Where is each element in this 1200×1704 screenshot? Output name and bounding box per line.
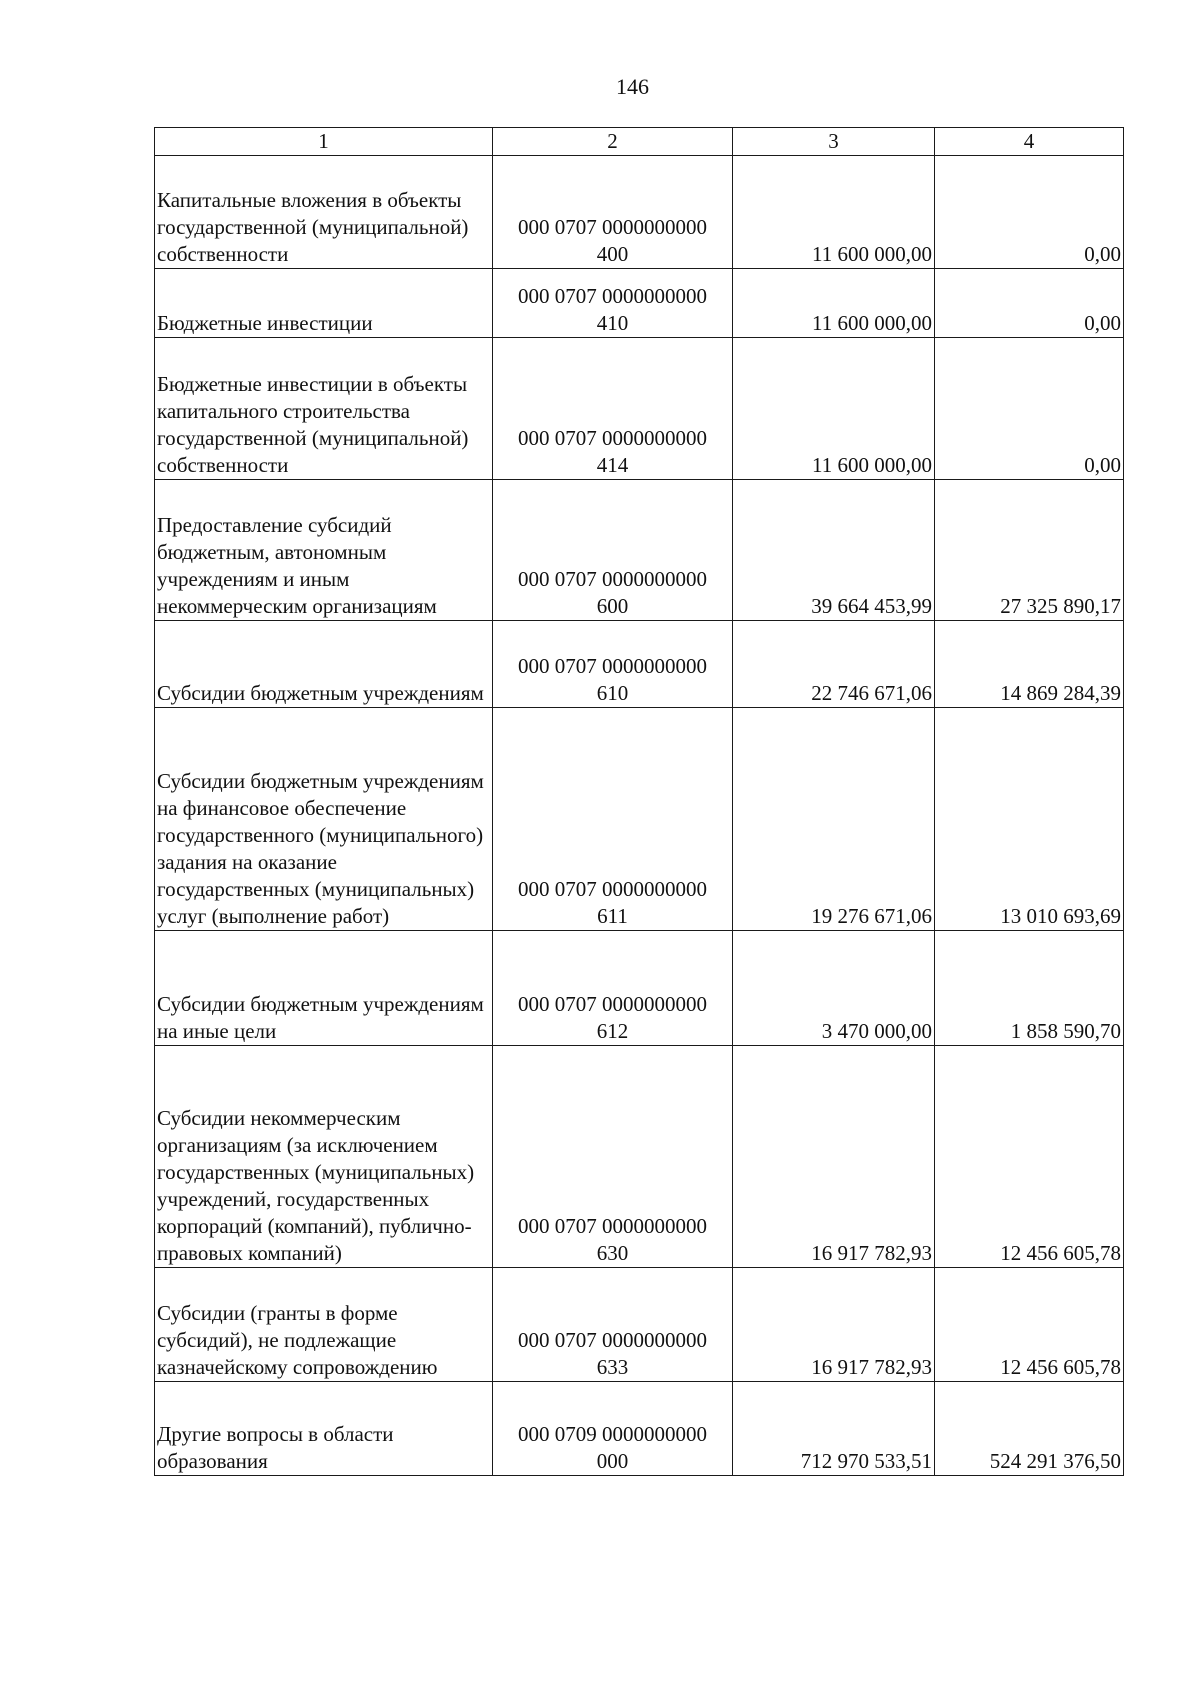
row-name: Бюджетные инвестиции в объекты капитального строительства государственной (муниципальной) собственности [155, 338, 493, 480]
table-row [155, 1268, 1124, 1382]
code-line-2: 612 [596, 1019, 629, 1043]
code-line-2: 400 [596, 242, 629, 266]
table-row [155, 621, 1124, 708]
row-value-col3: 16 917 782,93 [733, 1046, 935, 1268]
row-code [493, 1382, 733, 1476]
column-header-2: 2 [493, 128, 733, 156]
table-row [155, 1046, 1124, 1268]
row-code [493, 621, 733, 708]
table-row [155, 156, 1124, 269]
row-value-col3: 11 600 000,00 [733, 156, 935, 269]
header-row [155, 128, 1124, 156]
row-value-col3: 16 917 782,93 [733, 1268, 935, 1382]
row-name: Субсидии некоммерческим организациям (за исключением государственных (муниципальных) учреждений, государственных корпораций (компаний), публично-правовых компаний) [155, 1046, 493, 1268]
row-name: Субсидии бюджетным учреждениям [155, 621, 493, 708]
code-line-2: 600 [596, 594, 629, 618]
row-name: Субсидии бюджетным учреждениям на финансовое обеспечение государственного (муниципального) задания на оказание государственных (муниципальных) услуг (выполнение работ) [155, 708, 493, 931]
row-name: Другие вопросы в области образования [155, 1382, 493, 1476]
row-code [493, 269, 733, 338]
column-header-1: 1 [155, 128, 493, 156]
row-value-col4: 0,00 [935, 269, 1124, 338]
row-value-col3: 712 970 533,51 [733, 1382, 935, 1476]
table-row [155, 708, 1124, 931]
code-line-1: 000 0707 0000000000 [518, 567, 707, 591]
code-line-1: 000 0707 0000000000 [518, 1328, 707, 1352]
budget-table [154, 127, 1124, 1476]
row-value-col4: 27 325 890,17 [935, 480, 1124, 621]
row-code [493, 1268, 733, 1382]
row-value-col4: 0,00 [935, 338, 1124, 480]
row-name: Субсидии (гранты в форме субсидий), не подлежащие казначейскому сопровождению [155, 1268, 493, 1382]
table-row [155, 480, 1124, 621]
column-header-4: 4 [935, 128, 1124, 156]
code-line-2: 410 [596, 311, 629, 335]
code-line-1: 000 0707 0000000000 [518, 1214, 707, 1238]
code-line-1: 000 0707 0000000000 [518, 654, 707, 678]
row-code [493, 156, 733, 269]
row-code [493, 708, 733, 931]
code-line-2: 633 [596, 1355, 629, 1379]
row-code [493, 931, 733, 1046]
row-value-col4: 13 010 693,69 [935, 708, 1124, 931]
row-name: Бюджетные инвестиции [155, 269, 493, 338]
code-line-2: 000 [596, 1449, 629, 1473]
row-value-col3: 11 600 000,00 [733, 269, 935, 338]
code-line-2: 414 [596, 453, 629, 477]
code-line-1: 000 0707 0000000000 [518, 877, 707, 901]
row-name: Предоставление субсидий бюджетным, автономным учреждениям и иным некоммерческим организациям [155, 480, 493, 621]
code-line-1: 000 0707 0000000000 [518, 426, 707, 450]
row-value-col4: 524 291 376,50 [935, 1382, 1124, 1476]
row-value-col3: 11 600 000,00 [733, 338, 935, 480]
column-header-3: 3 [733, 128, 935, 156]
table-row [155, 931, 1124, 1046]
table-row [155, 269, 1124, 338]
row-value-col3: 3 470 000,00 [733, 931, 935, 1046]
row-code [493, 480, 733, 621]
code-line-1: 000 0709 0000000000 [518, 1422, 707, 1446]
table-row [155, 1382, 1124, 1476]
table-row [155, 338, 1124, 480]
page-number: 146 [616, 74, 649, 99]
code-line-2: 611 [597, 904, 628, 928]
code-line-1: 000 0707 0000000000 [518, 992, 707, 1016]
row-value-col4: 12 456 605,78 [935, 1046, 1124, 1268]
row-code [493, 338, 733, 480]
row-name: Капитальные вложения в объекты государственной (муниципальной) собственности [155, 156, 493, 269]
row-code [493, 1046, 733, 1268]
code-line-1: 000 0707 0000000000 [518, 284, 707, 308]
row-value-col4: 1 858 590,70 [935, 931, 1124, 1046]
code-line-2: 630 [596, 1241, 629, 1265]
row-value-col4: 12 456 605,78 [935, 1268, 1124, 1382]
row-name: Субсидии бюджетным учреждениям на иные цели [155, 931, 493, 1046]
code-line-2: 610 [596, 681, 629, 705]
code-line-1: 000 0707 0000000000 [518, 215, 707, 239]
row-value-col3: 39 664 453,99 [733, 480, 935, 621]
row-value-col3: 22 746 671,06 [733, 621, 935, 708]
row-value-col4: 0,00 [935, 156, 1124, 269]
row-value-col4: 14 869 284,39 [935, 621, 1124, 708]
row-value-col3: 19 276 671,06 [733, 708, 935, 931]
